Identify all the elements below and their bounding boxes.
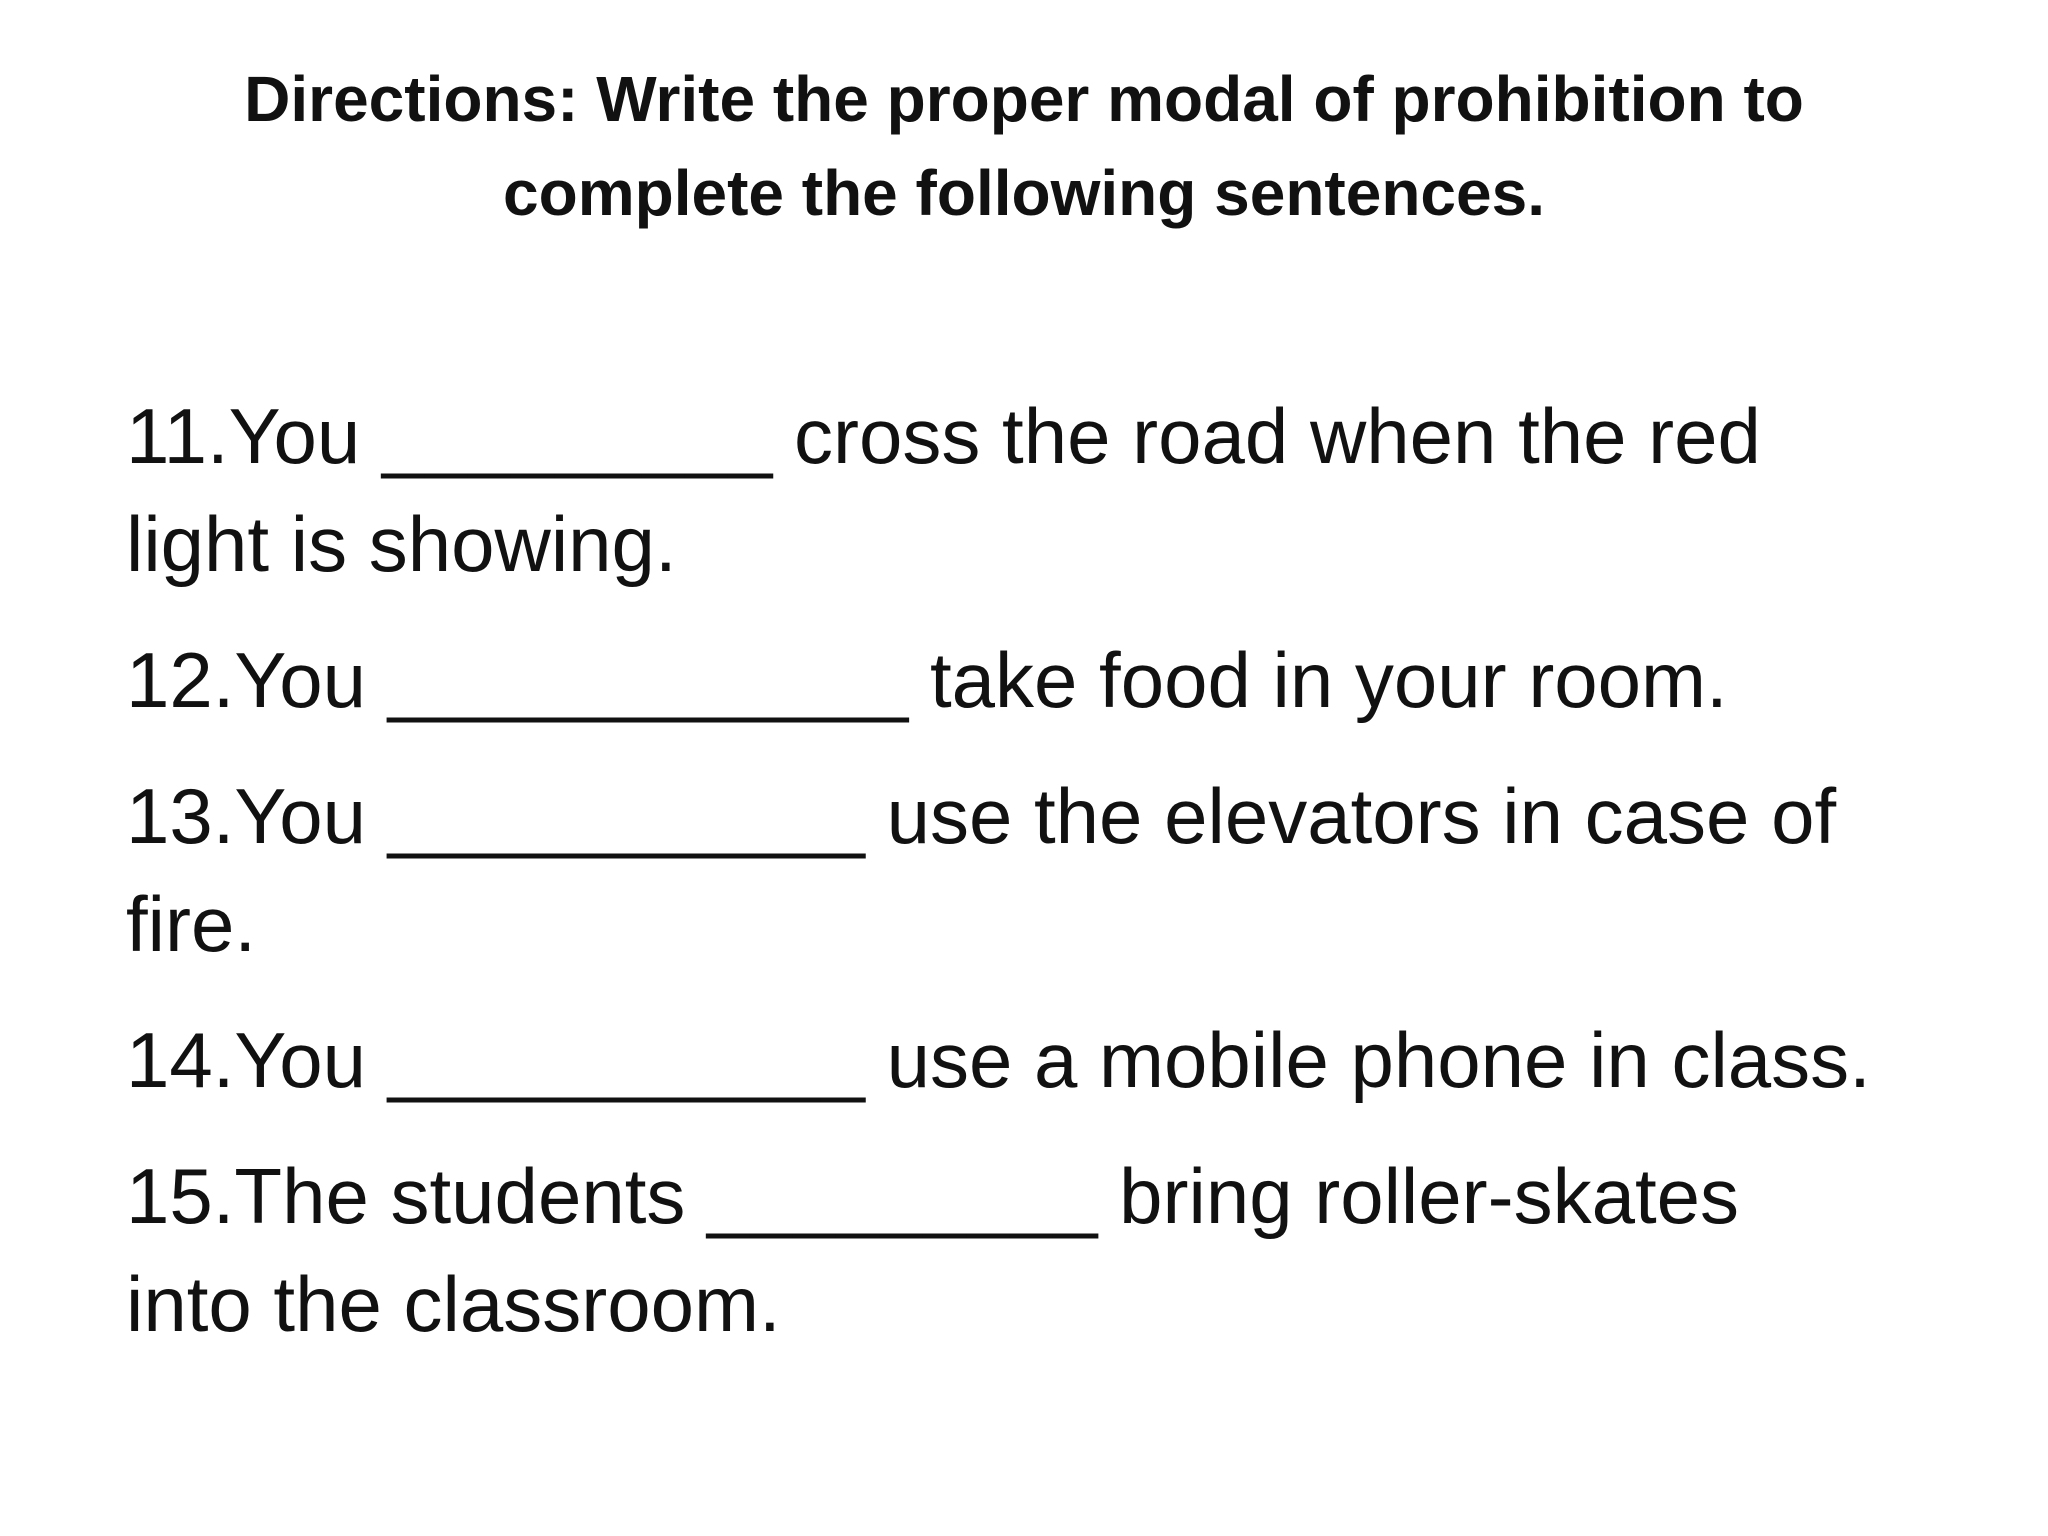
question-13-line-1: 13.You ___________ use the elevators in case of bbox=[126, 772, 1837, 860]
question-11-line-2: light is showing. bbox=[126, 500, 677, 588]
question-12 bbox=[126, 626, 1966, 734]
directions-title-line-2: complete the following sentences. bbox=[503, 157, 1545, 229]
question-11 bbox=[126, 382, 1966, 598]
question-13 bbox=[126, 762, 1966, 978]
question-15 bbox=[126, 1142, 1966, 1358]
directions-title-line-1: Directions: Write the proper modal of prohibition to bbox=[244, 63, 1804, 135]
question-14 bbox=[126, 1006, 1966, 1114]
question-14-line-1: 14.You ___________ use a mobile phone in class. bbox=[126, 1016, 1871, 1104]
question-list bbox=[126, 382, 1966, 1386]
question-15-line-2: into the classroom. bbox=[126, 1260, 781, 1348]
question-15-line-1: 15.The students _________ bring roller-skates bbox=[126, 1152, 1740, 1240]
question-11-line-1: 11.You _________ cross the road when the red bbox=[126, 392, 1761, 480]
question-13-line-2: fire. bbox=[126, 880, 257, 968]
question-12-line-1: 12.You ____________ take food in your room. bbox=[126, 636, 1728, 724]
directions-title bbox=[100, 52, 1948, 240]
